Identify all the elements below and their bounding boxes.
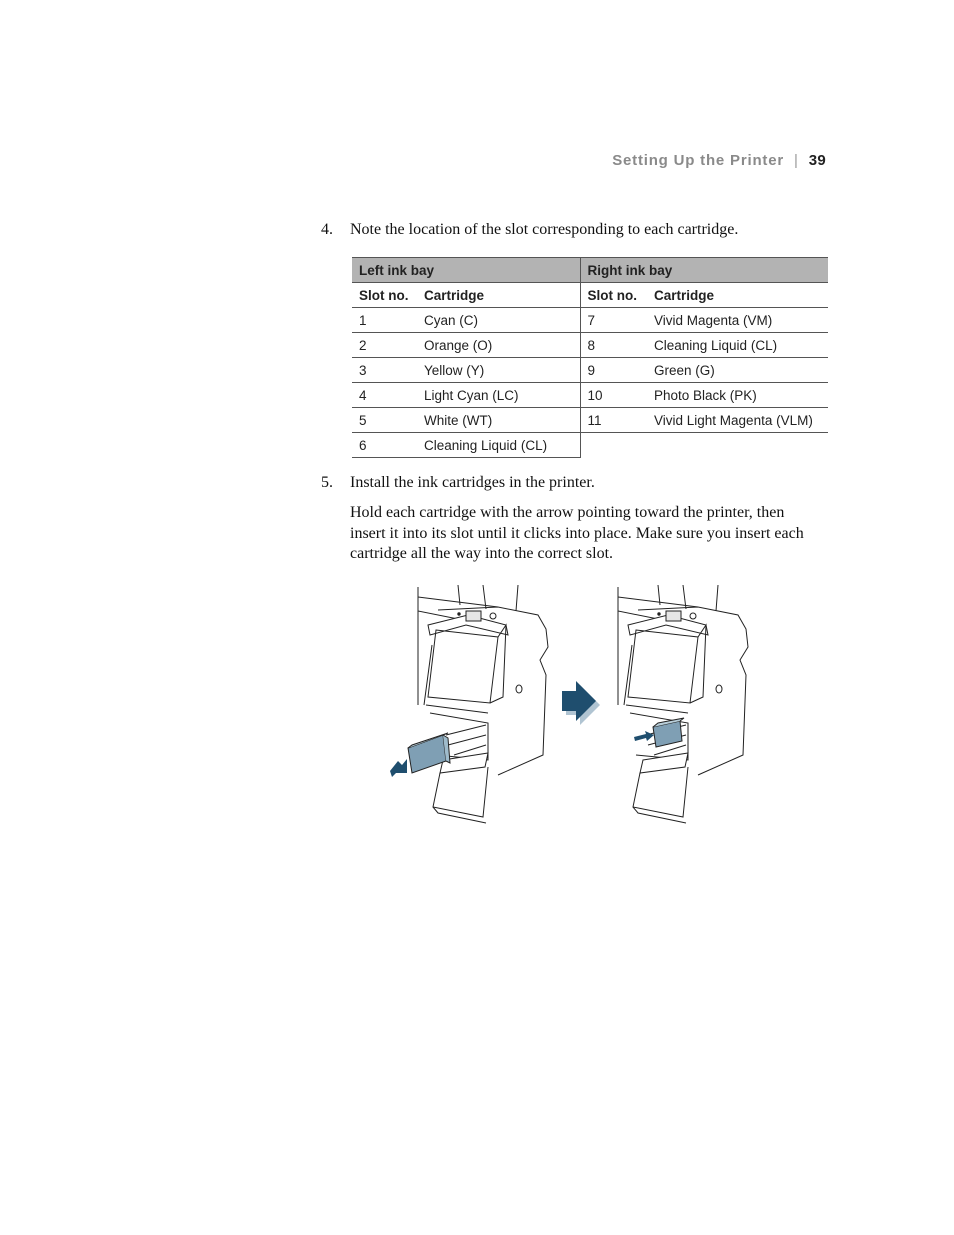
empty-cell — [647, 433, 828, 458]
running-header — [612, 152, 826, 169]
table-row — [352, 358, 828, 383]
instruction-paragraph — [350, 503, 830, 565]
empty-cell — [580, 433, 647, 458]
left-slot-heading: Slot no. — [352, 283, 417, 308]
paragraph-line: insert it into its slot until it clicks into place. Make sure you insert each — [350, 524, 804, 542]
step-5-text: Install the ink cartridges in the printer. — [350, 474, 595, 491]
paragraph-line: cartridge all the way into the correct slot. — [350, 545, 614, 562]
left-slot-cell: 6 — [352, 433, 417, 458]
right-slot-heading: Slot no. — [580, 283, 647, 308]
table-row — [352, 308, 828, 333]
header-section-title: Setting Up the Printer — [612, 152, 784, 169]
table-row — [352, 383, 828, 408]
left-cartridge-cell: Yellow (Y) — [417, 358, 580, 383]
right-slot-cell: 9 — [580, 358, 647, 383]
right-slot-cell: 11 — [580, 408, 647, 433]
right-cartridge-cell: Vivid Magenta (VM) — [647, 308, 828, 333]
step-4-text: Note the location of the slot corresponding to each cartridge. — [350, 221, 739, 238]
table-row — [352, 333, 828, 358]
left-slot-cell: 2 — [352, 333, 417, 358]
paragraph-line: Hold each cartridge with the arrow pointing toward the printer, then — [350, 504, 785, 521]
left-slot-cell: 4 — [352, 383, 417, 408]
left-slot-cell: 5 — [352, 408, 417, 433]
left-slot-cell: 3 — [352, 358, 417, 383]
ink-slot-table — [352, 257, 828, 458]
left-cartridge-cell: White (WT) — [417, 408, 580, 433]
table-column-header — [352, 283, 828, 308]
right-slot-cell: 8 — [580, 333, 647, 358]
table-bay-header — [352, 258, 828, 283]
printer-after-illustration — [618, 585, 748, 823]
right-cartridge-cell: Green (G) — [647, 358, 828, 383]
right-cartridge-cell: Cleaning Liquid (CL) — [647, 333, 828, 358]
step-5-number: 5. — [321, 474, 333, 491]
left-cartridge-cell: Light Cyan (LC) — [417, 383, 580, 408]
step-4-number: 4. — [321, 221, 333, 238]
right-cartridge-cell: Photo Black (PK) — [647, 383, 828, 408]
right-slot-cell: 10 — [580, 383, 647, 408]
left-cartridge-cell: Orange (O) — [417, 333, 580, 358]
left-bay-heading: Left ink bay — [352, 258, 580, 283]
right-cartridge-cell: Vivid Light Magenta (VLM) — [647, 408, 828, 433]
right-bay-heading: Right ink bay — [580, 258, 828, 283]
page-number: 39 — [808, 152, 826, 169]
right-cartridge-heading: Cartridge — [647, 283, 828, 308]
next-step-arrow-icon — [562, 681, 600, 725]
printer-before-illustration — [418, 585, 548, 823]
left-cartridge-cell: Cyan (C) — [417, 308, 580, 333]
right-slot-cell: 7 — [580, 308, 647, 333]
left-cartridge-heading: Cartridge — [417, 283, 580, 308]
header-separator: | — [794, 152, 799, 169]
left-slot-cell: 1 — [352, 308, 417, 333]
left-cartridge-cell: Cleaning Liquid (CL) — [417, 433, 580, 458]
table-row — [352, 408, 828, 433]
cartridge-install-illustration — [388, 585, 758, 825]
inserted-cartridge-icon — [653, 718, 684, 747]
insert-arrow-icon — [634, 731, 654, 741]
table-row — [352, 433, 828, 458]
push-arrow-icon — [390, 759, 407, 777]
